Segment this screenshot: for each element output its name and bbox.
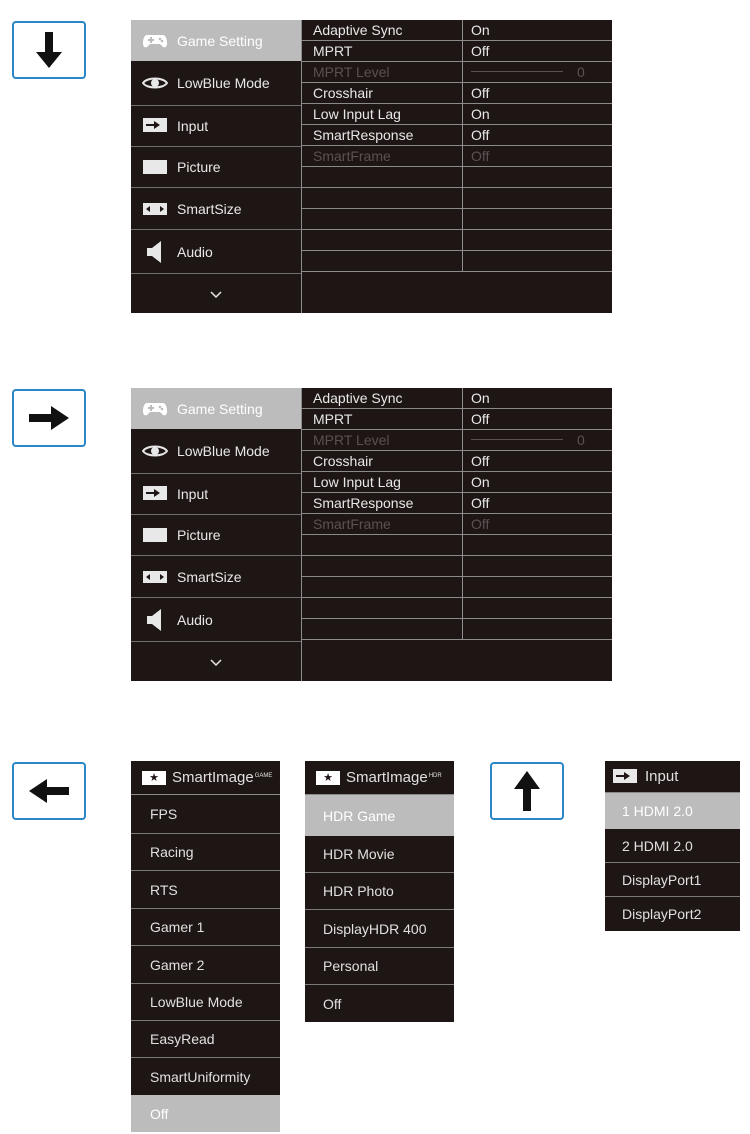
- value-smartframe: Off: [463, 514, 612, 535]
- value-mprt: Off: [463, 41, 612, 62]
- mprt-level-slider: [471, 439, 563, 440]
- osd-main-menu: [131, 20, 612, 313]
- value-smartresponse: Off: [463, 125, 612, 146]
- input-menu: [605, 761, 740, 931]
- menu-item-label: Audio: [177, 611, 213, 628]
- menu-item-label: Game Setting: [177, 400, 263, 417]
- hdr-option-selected[interactable]: HDR Game: [305, 795, 454, 836]
- value-smartresponse: Off: [463, 493, 612, 514]
- menu-item-lowblue-mode[interactable]: [131, 61, 301, 106]
- submenu-empty-row: [302, 209, 462, 230]
- menu-item-label: Game Setting: [177, 32, 263, 49]
- smartimage-option[interactable]: Gamer 1: [131, 909, 280, 946]
- hdr-option[interactable]: Personal: [305, 948, 454, 985]
- smartimage-option[interactable]: SmartUniformity: [150, 1068, 251, 1085]
- arrow-left-icon: [29, 779, 69, 803]
- submenu-empty-row: [302, 619, 462, 640]
- submenu-item-crosshair[interactable]: Crosshair: [302, 451, 462, 472]
- value-smartframe: Off: [463, 146, 612, 167]
- value-crosshair: Off: [463, 83, 612, 104]
- submenu-item-smartframe: SmartFrame: [302, 146, 462, 167]
- submenu-item-smartresponse[interactable]: SmartResponse: [302, 493, 462, 514]
- menu-item-label: Audio: [177, 243, 213, 260]
- menu-item-input[interactable]: [131, 106, 301, 147]
- smartimage-hdr-menu: [305, 761, 454, 1022]
- star-icon: ★: [316, 771, 340, 785]
- smartimage-tag: GAME: [254, 772, 273, 779]
- value-empty-row: [463, 230, 612, 251]
- osd-submenu-values: [463, 388, 612, 639]
- input-menu-title: Input: [645, 768, 679, 785]
- submenu-empty-row: [302, 556, 462, 577]
- value-empty-row: [463, 188, 612, 209]
- submenu-item-smartframe: SmartFrame: [302, 514, 462, 535]
- menu-item-label: Input: [177, 486, 209, 502]
- value-adaptive-sync: On: [463, 388, 612, 409]
- menu-item-label: Picture: [177, 527, 221, 543]
- value-empty-row: [463, 209, 612, 230]
- submenu-empty-row: [302, 535, 462, 556]
- value-empty-row: [463, 167, 612, 188]
- submenu-empty-row: [302, 188, 462, 209]
- speaker-icon: [142, 243, 168, 261]
- menu-item-label: Picture: [177, 159, 221, 175]
- value-empty-row: [463, 251, 612, 272]
- menu-item-lowblue-mode[interactable]: [131, 429, 301, 474]
- menu-item-label: LowBlue Mode: [177, 75, 270, 91]
- submenu-empty-row: [302, 251, 462, 272]
- osd-left-menu: [131, 388, 302, 681]
- menu-item-label: Input: [177, 118, 209, 134]
- menu-item-input[interactable]: [131, 474, 301, 515]
- smartimage-option[interactable]: FPS: [131, 795, 280, 834]
- divider: [302, 271, 612, 272]
- chevron-down-icon[interactable]: [131, 642, 301, 682]
- value-mprt-level: 0: [463, 62, 612, 83]
- submenu-empty-row: [302, 598, 462, 619]
- osd-submenu-labels: [302, 20, 463, 271]
- speaker-icon: [142, 611, 168, 629]
- input-icon: [142, 485, 168, 503]
- eye-icon: [142, 442, 168, 460]
- down-key-button[interactable]: [12, 21, 86, 79]
- menu-item-smartsize[interactable]: [131, 556, 301, 598]
- input-option-selected[interactable]: 1 HDMI 2.0: [605, 793, 740, 829]
- value-empty-row: [463, 598, 612, 619]
- submenu-empty-row: [302, 167, 462, 188]
- value-adaptive-sync: On: [463, 20, 612, 41]
- submenu-item-crosshair[interactable]: Crosshair: [302, 83, 462, 104]
- hdr-option[interactable]: DisplayHDR 400: [305, 910, 454, 948]
- smartsize-icon: [142, 568, 168, 586]
- submenu-item-smartresponse[interactable]: SmartResponse: [302, 125, 462, 146]
- submenu-item-mprt-level: MPRT Level: [302, 62, 462, 83]
- input-option[interactable]: DisplayPort1: [605, 863, 740, 897]
- left-key-button[interactable]: [12, 762, 86, 820]
- menu-item-label: LowBlue Mode: [177, 443, 270, 459]
- arrow-down-icon: [36, 32, 62, 68]
- submenu-empty-row: [302, 577, 462, 598]
- smartimage-option[interactable]: Racing: [131, 834, 280, 871]
- gamepad-icon: [142, 400, 168, 418]
- hdr-option[interactable]: HDR Photo: [305, 873, 454, 910]
- gamepad-icon: [142, 32, 168, 50]
- smartsize-icon: [142, 200, 168, 218]
- submenu-item-low-input-lag[interactable]: Low Input Lag: [302, 472, 462, 493]
- submenu-empty-row: [302, 230, 462, 251]
- smartimage-title: SmartImage: [172, 769, 254, 786]
- arrow-right-icon: [29, 406, 69, 430]
- submenu-item-mprt[interactable]: MPRT: [302, 41, 462, 62]
- menu-item-game-setting[interactable]: [131, 20, 301, 61]
- menu-item-game-setting[interactable]: [131, 388, 301, 429]
- value-crosshair: Off: [463, 451, 612, 472]
- picture-icon: [142, 158, 168, 176]
- smartimage-option[interactable]: EasyRead: [131, 1021, 280, 1058]
- input-menu-header: [605, 761, 740, 793]
- value-empty-row: [463, 577, 612, 598]
- smartimage-option[interactable]: LowBlue Mode: [131, 984, 280, 1021]
- osd-submenu-values: [463, 20, 612, 271]
- arrow-up-icon: [514, 771, 540, 811]
- value-empty-row: [463, 535, 612, 556]
- smartimage-title: SmartImage: [346, 769, 428, 786]
- smartimage-hdr-header: [305, 761, 454, 795]
- input-icon: [142, 117, 168, 135]
- value-mprt-level: 0: [463, 430, 612, 451]
- input-option[interactable]: DisplayPort2: [622, 906, 702, 922]
- submenu-item-adaptive-sync[interactable]: Adaptive Sync: [302, 20, 462, 41]
- value-low-input-lag: On: [463, 104, 612, 125]
- value-mprt: Off: [463, 409, 612, 430]
- menu-item-audio[interactable]: [131, 230, 301, 274]
- input-icon: [613, 769, 637, 785]
- menu-item-smartsize[interactable]: [131, 188, 301, 230]
- star-icon: ★: [142, 771, 166, 785]
- input-option[interactable]: 2 HDMI 2.0: [605, 829, 740, 863]
- smartimage-option[interactable]: RTS: [131, 871, 280, 909]
- osd-left-menu: [131, 20, 302, 313]
- up-key-button[interactable]: [490, 762, 564, 820]
- osd-main-menu: [131, 388, 612, 681]
- hdr-option[interactable]: HDR Movie: [305, 836, 454, 873]
- value-empty-row: [463, 619, 612, 640]
- eye-icon: [142, 74, 168, 92]
- divider: [302, 639, 612, 640]
- submenu-item-mprt[interactable]: MPRT: [302, 409, 462, 430]
- menu-item-picture[interactable]: [131, 515, 301, 556]
- submenu-item-low-input-lag[interactable]: Low Input Lag: [302, 104, 462, 125]
- menu-item-label: SmartSize: [177, 200, 242, 217]
- osd-submenu-labels: [302, 388, 463, 639]
- chevron-down-icon[interactable]: [131, 274, 301, 314]
- submenu-item-mprt-level: MPRT Level: [302, 430, 462, 451]
- smartimage-game-header: [131, 761, 280, 795]
- menu-item-audio[interactable]: [131, 598, 301, 642]
- smartimage-game-menu: [131, 761, 280, 1132]
- submenu-item-adaptive-sync[interactable]: Adaptive Sync: [302, 388, 462, 409]
- hdr-option[interactable]: Off: [323, 995, 342, 1012]
- mprt-level-slider: [471, 71, 563, 72]
- menu-item-picture[interactable]: [131, 147, 301, 188]
- smartimage-option-selected[interactable]: Off: [131, 1095, 280, 1132]
- menu-item-label: SmartSize: [177, 568, 242, 585]
- picture-icon: [142, 526, 168, 544]
- value-low-input-lag: On: [463, 472, 612, 493]
- value-empty-row: [463, 556, 612, 577]
- smartimage-option[interactable]: Gamer 2: [131, 946, 280, 984]
- right-key-button[interactable]: [12, 389, 86, 447]
- smartimage-tag: HDR: [428, 772, 442, 779]
